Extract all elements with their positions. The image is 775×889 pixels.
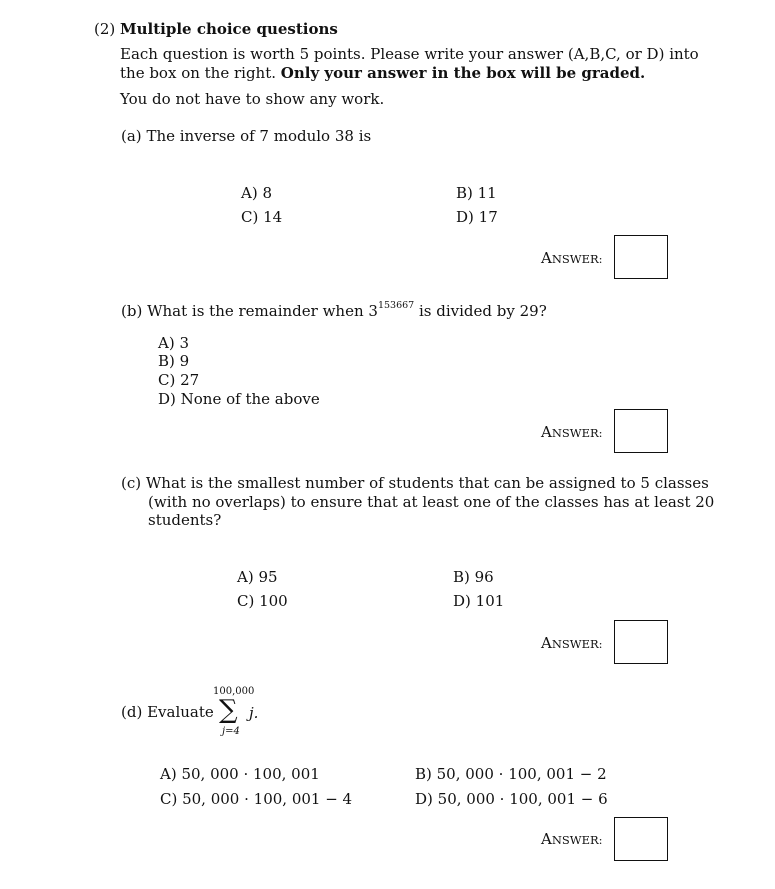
question-b-option: A) 3 [158,334,189,352]
no-work-note: You do not have to show any work. [120,90,385,108]
question-c-option: D) 101 [453,592,505,610]
sum-symbol: ∑ [219,695,238,725]
question-a-option: C) 14 [241,208,283,226]
question-b-text-before: What is the remainder when 3 [147,302,378,320]
question-b-label: (b) [121,302,143,320]
question-c [121,474,709,492]
answer-label-initial: A [541,830,552,848]
instructions-plain: the box on the right. [120,64,277,82]
section-title: Multiple choice questions [120,20,338,38]
answer-label [541,249,603,267]
answer-label-rest: NSWER: [551,426,603,440]
question-c-option: C) 100 [237,592,288,610]
question-c-text-line1: What is the smallest number of students that can be assigned to 5 classes [145,474,709,492]
answer-label [541,634,603,652]
answer-box-a[interactable] [614,235,668,279]
question-b-option: D) None of the above [158,390,320,408]
section-header [94,20,338,38]
question-c-option: A) 95 [237,568,278,586]
question-c-label: (c) [121,474,142,492]
question-a-option: B) 11 [456,184,497,202]
answer-label-initial: A [541,634,552,652]
sum-upper-limit: 100,000 [213,686,255,697]
answer-label [541,423,603,441]
answer-label-rest: NSWER: [551,637,603,651]
question-d-option: D) 50, 000 · 100, 001 − 6 [415,790,608,808]
question-a-text: The inverse of 7 modulo 38 is [146,127,372,145]
section-number: (2) [94,20,116,38]
answer-label-initial: A [541,423,552,441]
answer-label-rest: NSWER: [551,252,603,266]
question-a-option: A) 8 [241,184,272,202]
answer-label [541,830,603,848]
sum-term: j. [249,704,259,722]
question-c-text-line2: (with no overlaps) to ensure that at least one of the classes has at least 20 [148,493,715,511]
question-a-label: (a) [121,127,142,145]
question-b [121,302,547,320]
question-b-option: B) 9 [158,352,190,370]
instructions-line-2 [120,64,645,82]
question-d-option: A) 50, 000 · 100, 001 [160,765,320,783]
instructions-bold: Only your answer in the box will be graded. [280,64,646,82]
question-c-text-line3: students? [148,511,222,529]
question-c-option: B) 96 [453,568,494,586]
answer-label-initial: A [541,249,552,267]
instructions-line-1: Each question is worth 5 points. Please write your answer (A,B,C, or D) into [120,45,699,63]
question-b-exponent: 153667 [377,300,415,311]
sum-lower-limit: j=4 [222,726,240,737]
question-d-text: Evaluate [147,703,214,721]
question-a [121,127,371,145]
question-d-label: (d) [121,703,143,721]
question-a-option: D) 17 [456,208,498,226]
question-d-option: C) 50, 000 · 100, 001 − 4 [160,790,353,808]
question-d [121,703,214,721]
answer-box-c[interactable] [614,620,668,664]
question-d-option: B) 50, 000 · 100, 001 − 2 [415,765,607,783]
question-b-text-after: is divided by 29? [414,302,547,320]
answer-box-d[interactable] [614,817,668,861]
answer-label-rest: NSWER: [551,833,603,847]
answer-box-b[interactable] [614,409,668,453]
question-b-option: C) 27 [158,371,200,389]
